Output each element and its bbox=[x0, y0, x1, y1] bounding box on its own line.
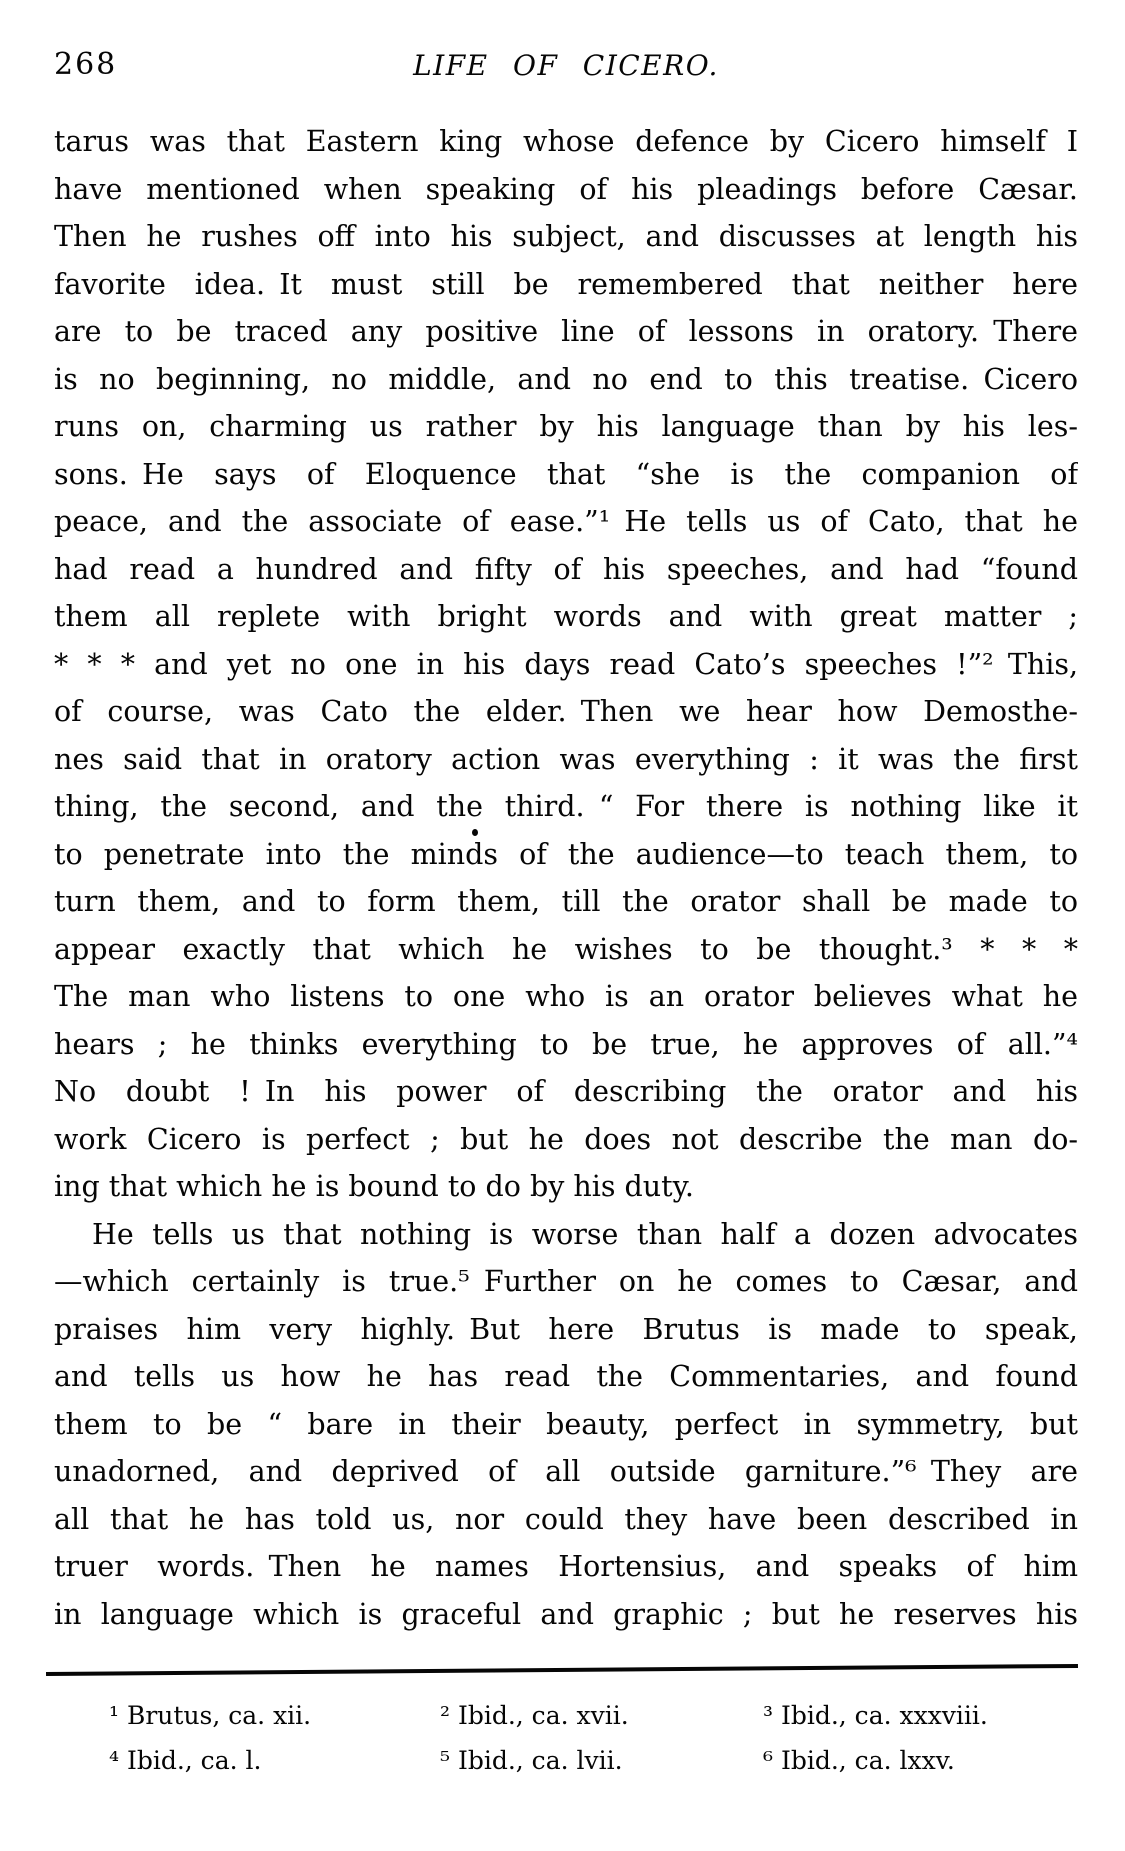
footnote-rule bbox=[46, 1664, 1078, 1676]
text-line: praises him very highly. But here Brutus is made to speak, bbox=[54, 1312, 1078, 1346]
running-title: LIFE OF CICERO. bbox=[413, 49, 719, 82]
text-line: are to be traced any positive line of lessons in oratory. There bbox=[54, 315, 1078, 348]
text-line: had read a hundred and fifty of his speeches, and had “found bbox=[54, 552, 1078, 586]
text-line: ing that which he is bound to do by his duty. bbox=[54, 1170, 694, 1203]
text-line: is no beginning, no middle, and no end to this treatise. Cicero bbox=[54, 362, 1078, 396]
text-line: Then he rushes off into his subject, and discusses at length his bbox=[54, 220, 1078, 253]
page-number: 268 bbox=[54, 47, 118, 82]
ink-speck-artifact bbox=[472, 829, 478, 836]
text-line: appear exactly that which he wishes to be thought.³ * * * bbox=[54, 932, 1078, 966]
footnote-item: ⁴ Ibid., ca. l. bbox=[109, 1746, 262, 1775]
text-line: of course, was Cato the elder. Then we hear how Demosthe- bbox=[54, 695, 1078, 728]
text-line: have mentioned when speaking of his pleadings before Cæsar. bbox=[54, 172, 1078, 206]
text-line: nes said that in oratory action was everything : it was the first bbox=[54, 742, 1078, 776]
footnote-item: ¹ Brutus, ca. xii. bbox=[109, 1701, 312, 1730]
footnote-row bbox=[109, 1738, 1078, 1783]
text-line: thing, the second, and the third. “ For there is nothing like it bbox=[54, 790, 1078, 823]
text-line: The man who listens to one who is an orator believes what he bbox=[54, 980, 1078, 1013]
text-line: —which certainly is true.⁵ Further on he comes to Cæsar, and bbox=[54, 1265, 1078, 1298]
footnote-row bbox=[109, 1693, 1078, 1738]
text-line: * * * and yet no one in his days read Cato’s speeches !”² This, bbox=[54, 647, 1078, 681]
text-line: truer words. Then he names Hortensius, and speaks of him bbox=[54, 1550, 1078, 1583]
footnote-item: ² Ibid., ca. xvii. bbox=[440, 1701, 629, 1730]
text-line: He tells us that nothing is worse than half a dozen advocates bbox=[92, 1217, 1078, 1251]
text-line: and tells us how he has read the Commentaries, and found bbox=[54, 1360, 1078, 1393]
text-line: unadorned, and deprived of all outside garniture.”⁶ They are bbox=[54, 1455, 1078, 1488]
footnotes bbox=[54, 1693, 1078, 1783]
text-line: favorite idea. It must still be remembered that neither here bbox=[54, 267, 1078, 301]
text-line: in language which is graceful and graphic ; but he reserves his bbox=[54, 1597, 1078, 1631]
footnote-item: ³ Ibid., ca. xxxviii. bbox=[763, 1701, 988, 1730]
text-line: them to be “ bare in their beauty, perfect in symmetry, but bbox=[54, 1407, 1078, 1441]
text-line: them all replete with bright words and with great matter ; bbox=[54, 600, 1078, 633]
text-line: No doubt ! In his power of describing the orator and his bbox=[54, 1075, 1078, 1108]
text-line: to penetrate into the minds of the audience—to teach them, to bbox=[54, 837, 1078, 871]
running-head bbox=[54, 47, 1078, 83]
text-line: all that he has told us, nor could they have been described in bbox=[54, 1502, 1078, 1536]
text-line: peace, and the associate of ease.”¹ He tells us of Cato, that he bbox=[54, 505, 1078, 538]
text-line: work Cicero is perfect ; but he does not describe the man do- bbox=[54, 1122, 1078, 1156]
footnote-item: ⁶ Ibid., ca. lxxv. bbox=[763, 1746, 955, 1775]
text-line: runs on, charming us rather by his language than by his les- bbox=[54, 410, 1078, 443]
text-line: turn them, and to form them, till the orator shall be made to bbox=[54, 885, 1078, 918]
footnote-item: ⁵ Ibid., ca. lvii. bbox=[440, 1746, 623, 1775]
text-line: sons. He says of Eloquence that “she is the companion of bbox=[54, 457, 1078, 491]
text-line: hears ; he thinks everything to be true, he approves of all.”⁴ bbox=[54, 1027, 1078, 1061]
text-line: tarus was that Eastern king whose defence by Cicero himself I bbox=[54, 125, 1078, 158]
body-text bbox=[54, 118, 1078, 1638]
